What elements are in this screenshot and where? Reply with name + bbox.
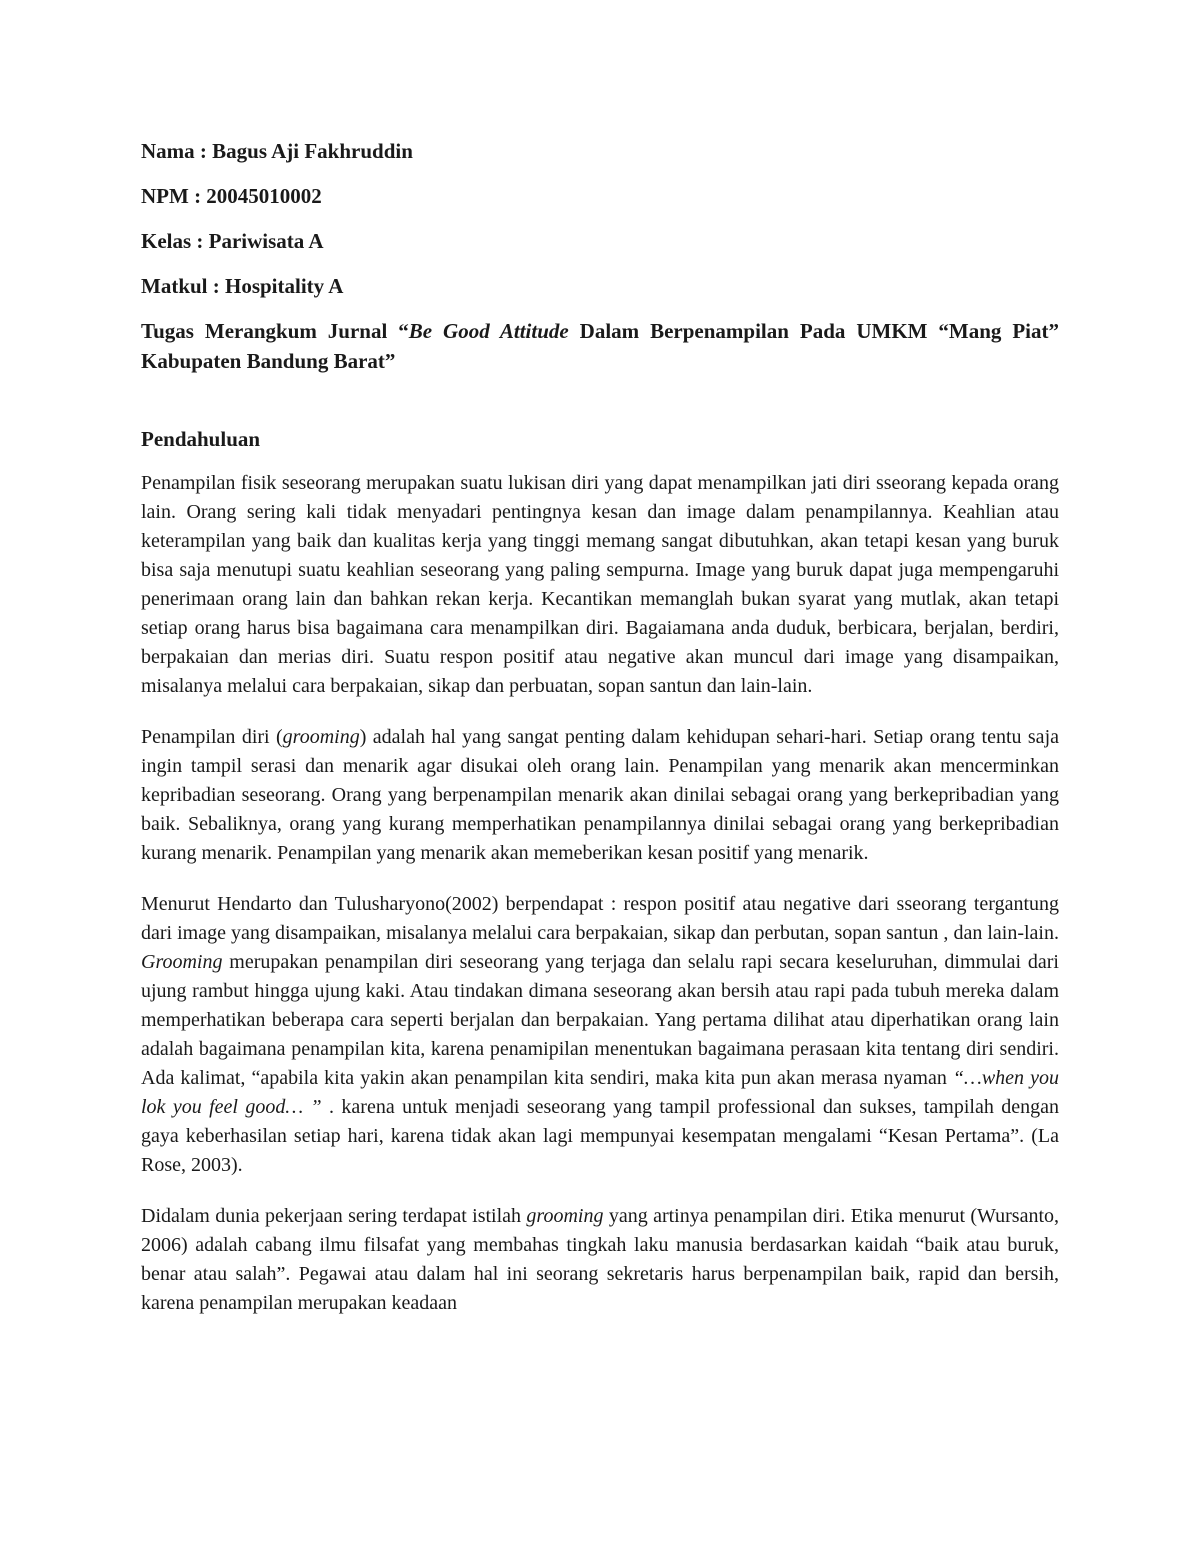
document-body [141,136,1059,1318]
p3-text-b: merupakan penampilan diri seseorang yang terjaga dan selalu rapi secara keseluruhan, dimmulai dari ujung rambut hingga ujung kaki. Atau tindakan dimana seseorang akan bersih atau rapi pada tubuh mereka dalam memperhatikan beberapa cara seperti berjalan dan berpakaian. Yang pertama dilihat atau diperhatikan orang lain adalah bagaimana penampilan kita, karena penamipilan menentukan bagaimana perasaan kita tentang diri sendiri. Ada kalimat, “apabila kita yakin akan penampilan kita sendiri, maka kita pun akan merasa nyaman [141,951,1059,1089]
title-italic: Be Good Attitude [408,319,569,343]
p2-italic-1: grooming [282,726,360,748]
p4-text-b: yang artinya penampilan diri. Etika menurut (Wursanto, 2006) adalah cabang ilmu filsafat yang membahas tingkah laku manusia berdasarkan kaidah “baik atau buruk, benar atau salah”. Pegawai atau dalam hal ini seorang sekretaris harus berpenampilan baik, rapid dan bersih, karena penampilan merupakan keadaan [141,1205,1060,1314]
title-part-2: Dalam Berpenampilan Pada UMKM “Mang Piat” Kabupaten Bandung Barat” [141,319,1060,373]
p2-text-a: Penampilan diri ( [141,726,283,748]
course-name: Matkul : Hospitality A [141,274,344,298]
paragraph-2 [141,723,1059,868]
paragraph-3 [141,890,1059,1180]
section-heading: Pendahuluan [141,427,261,451]
assignment-title [141,316,1059,376]
paragraph-1: Penampilan fisik seseorang merupakan suatu lukisan diri yang dapat menampilkan jati diri sseorang kepada orang lain. Orang sering kali tidak menyadari pentingnya kesan dan image dalam penampilannya. Keahlian atau keterampilan yang baik dan kualitas kerja yang tinggi memang sangat dibutuhkan, akan tetapi kesan yang buruk bisa saja menutupi suatu keahlian seseorang yang paling sempurna. Image yang buruk dapat juga mempengaruhi penerimaan orang lain dan bahkan rekan kerja. Kecantikan memanglah bukan syarat yang mutlak, akan tetapi setiap orang harus bisa bagaimana cara menampilkan diri. Bagaiamana anda duduk, berbicara, berjalan, berdiri, berpakaian dan merias diri. Suatu respon positif atau negative akan muncul dari image yang disampaikan, misalanya melalui cara berpakaian, sikap dan perbuatan, sopan santun dan lain-lain. [141,472,1059,697]
student-npm: NPM : 20045010002 [141,184,322,208]
p3-italic-1: Grooming [141,951,223,973]
p3-text-a: Menurut Hendarto dan Tulusharyono(2002) berpendapat : respon positif atau negative dari sseorang tergantung dari image yang disampaikan, misalanya melalui cara berpakaian, sikap dan perbutan, sopan santun , dan lain-lain. [141,893,1059,944]
paragraph-4 [141,1202,1059,1318]
p2-text-b: ) adalah hal yang sangat penting dalam kehidupan sehari-hari. Setiap orang tentu saja ingin tampil serasi dan menarik agar disukai oleh orang lain. Penampilan yang menarik akan mencerminkan kepribadian seseorang. Orang yang berpenampilan menarik akan dinilai sebagai orang yang berkepribadian yang baik. Sebaliknya, orang yang kurang memperhatikan penampilannya dinilai sebagai orang yang berkepribadian kurang menarik. Penampilan yang menarik akan memeberikan kesan positif yang menarik. [141,726,1059,864]
student-class: Kelas : Pariwisata A [141,229,324,253]
student-name: Nama : Bagus Aji Fakhruddin [141,139,413,163]
p4-italic-1: grooming [526,1205,604,1227]
title-part-1: Tugas Merangkum Jurnal “ [141,319,409,343]
p4-text-a: Didalam dunia pekerjaan sering terdapat istilah [141,1205,527,1227]
p3-italic-2: “…when you lok you feel good… ” [141,1067,1059,1118]
p3-text-c: . karena untuk menjadi seseorang yang tampil professional dan sukses, tampilah dengan gaya keberhasilan setiap hari, karena tidak akan lagi mempunyai kesempatan mengalami “Kesan Pertama”. (La Rose, 2003). [141,1096,1059,1176]
